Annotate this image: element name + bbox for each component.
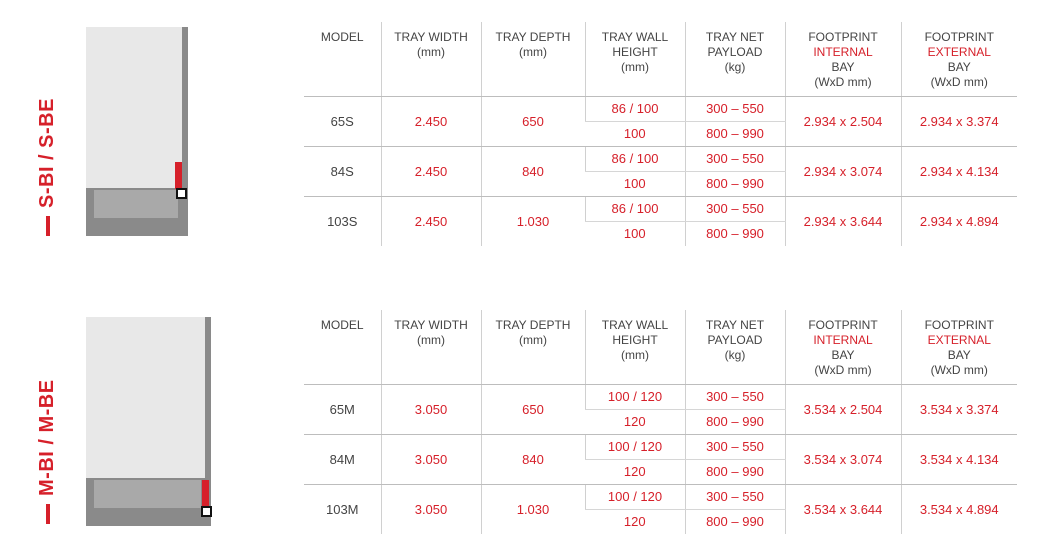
width-cell: 3.050 [381, 384, 481, 434]
footprint-external-cell: 3.534 x 4.894 [901, 484, 1017, 534]
payload-cell: 800 – 990 [685, 409, 785, 434]
payload-cell: 800 – 990 [685, 121, 785, 146]
header-model: MODEL [304, 22, 381, 96]
s-series-section [0, 0, 1039, 260]
handle-icon [176, 188, 187, 199]
wall-height-cell: 100 / 120 [585, 434, 685, 459]
header-footprint-internal: FOOTPRINT INTERNAL BAY (WxD mm) [785, 22, 901, 96]
model-cell: 103M [325, 501, 359, 517]
footprint-internal-cell: 3.534 x 2.504 [785, 384, 901, 434]
header-wall-height: TRAY WALL HEIGHT (mm) [585, 22, 685, 96]
wall-height-cell: 120 [585, 459, 685, 484]
footprint-external-cell: 3.534 x 3.374 [901, 384, 1017, 434]
wall-height-cell: 100 / 120 [585, 384, 685, 409]
dash-icon [46, 504, 50, 524]
header-footprint-internal: FOOTPRINT INTERNAL BAY (WxD mm) [785, 310, 901, 384]
dash-icon [46, 216, 50, 236]
header-wall-height: TRAY WALL HEIGHT (mm) [585, 310, 685, 384]
handle-icon [201, 506, 212, 517]
m-series-section [0, 288, 1039, 538]
header-payload: TRAY NET PAYLOAD (kg) [685, 22, 785, 96]
width-cell: 3.050 [381, 434, 481, 484]
m-machine-illustration [86, 317, 211, 526]
header-tray-width: TRAY WIDTH (mm) [381, 310, 481, 384]
footprint-internal-cell: 3.534 x 3.644 [785, 484, 901, 534]
footprint-external-cell: 3.534 x 4.134 [901, 434, 1017, 484]
red-bar-icon [202, 480, 209, 508]
payload-cell: 300 – 550 [685, 484, 785, 509]
depth-cell: 650 [481, 96, 585, 146]
footprint-external-cell: 2.934 x 4.894 [901, 196, 1017, 246]
table-row [304, 484, 1017, 509]
model-cell: 65M [304, 384, 381, 434]
width-cell: 3.050 [381, 484, 481, 534]
footprint-internal-cell: 2.934 x 3.074 [785, 146, 901, 196]
width-cell: 2.450 [381, 146, 481, 196]
s-series-label [36, 98, 59, 236]
depth-cell: 650 [481, 384, 585, 434]
header-tray-depth: TRAY DEPTH (mm) [481, 22, 585, 96]
table-row [304, 434, 1017, 459]
s-series-label-text: S-BI / S-BE [36, 98, 58, 208]
header-tray-width: TRAY WIDTH (mm) [381, 22, 481, 96]
table-row [304, 146, 1017, 171]
model-cell: 103S [327, 213, 358, 229]
depth-cell: 840 [481, 434, 585, 484]
wall-height-cell: 100 [623, 226, 646, 242]
table-row [304, 96, 1017, 121]
model-cell: 84M [304, 434, 381, 484]
depth-cell: 840 [481, 146, 585, 196]
payload-cell: 800 – 990 [685, 509, 785, 534]
model-cell: 65S [304, 96, 381, 146]
wall-height-cell: 100 / 120 [585, 484, 685, 509]
payload-cell: 800 – 990 [685, 459, 785, 484]
wall-height-cell: 120 [623, 514, 646, 530]
payload-cell: 300 – 550 [685, 384, 785, 409]
table-row [304, 196, 1017, 221]
payload-cell: 300 – 550 [685, 196, 785, 221]
header-model: MODEL [304, 310, 381, 384]
s-machine-illustration [86, 27, 188, 236]
table-header-row [304, 22, 1017, 96]
header-payload: TRAY NET PAYLOAD (kg) [685, 310, 785, 384]
m-series-label-text: M-BI / M-BE [36, 379, 58, 496]
footprint-external-cell: 2.934 x 4.134 [901, 146, 1017, 196]
table-header-row [304, 310, 1017, 384]
header-tray-depth: TRAY DEPTH (mm) [481, 310, 585, 384]
payload-cell: 800 – 990 [685, 221, 785, 246]
s-series-table [304, 22, 1017, 246]
footprint-external-cell: 2.934 x 3.374 [901, 96, 1017, 146]
footprint-internal-cell: 2.934 x 3.644 [785, 196, 901, 246]
wall-height-cell: 120 [585, 409, 685, 434]
model-cell: 84S [304, 146, 381, 196]
width-cell: 2.450 [381, 196, 481, 246]
width-cell: 2.450 [381, 96, 481, 146]
footprint-internal-cell: 3.534 x 3.074 [785, 434, 901, 484]
payload-cell: 300 – 550 [685, 146, 785, 171]
red-bar-icon [175, 162, 182, 189]
m-series-table [304, 310, 1017, 534]
payload-cell: 300 – 550 [685, 434, 785, 459]
depth-cell: 1.030 [481, 484, 585, 534]
depth-cell: 1.030 [481, 196, 585, 246]
m-series-label [36, 379, 59, 524]
wall-height-cell: 86 / 100 [585, 96, 685, 121]
wall-height-cell: 86 / 100 [585, 196, 685, 221]
wall-height-cell: 100 [585, 171, 685, 196]
footprint-internal-cell: 2.934 x 2.504 [785, 96, 901, 146]
wall-height-cell: 100 [585, 121, 685, 146]
table-row [304, 384, 1017, 409]
header-footprint-external: FOOTPRINT EXTERNAL BAY (WxD mm) [901, 310, 1017, 384]
header-footprint-external: FOOTPRINT EXTERNAL BAY (WxD mm) [901, 22, 1017, 96]
wall-height-cell: 86 / 100 [585, 146, 685, 171]
payload-cell: 800 – 990 [685, 171, 785, 196]
payload-cell: 300 – 550 [685, 96, 785, 121]
